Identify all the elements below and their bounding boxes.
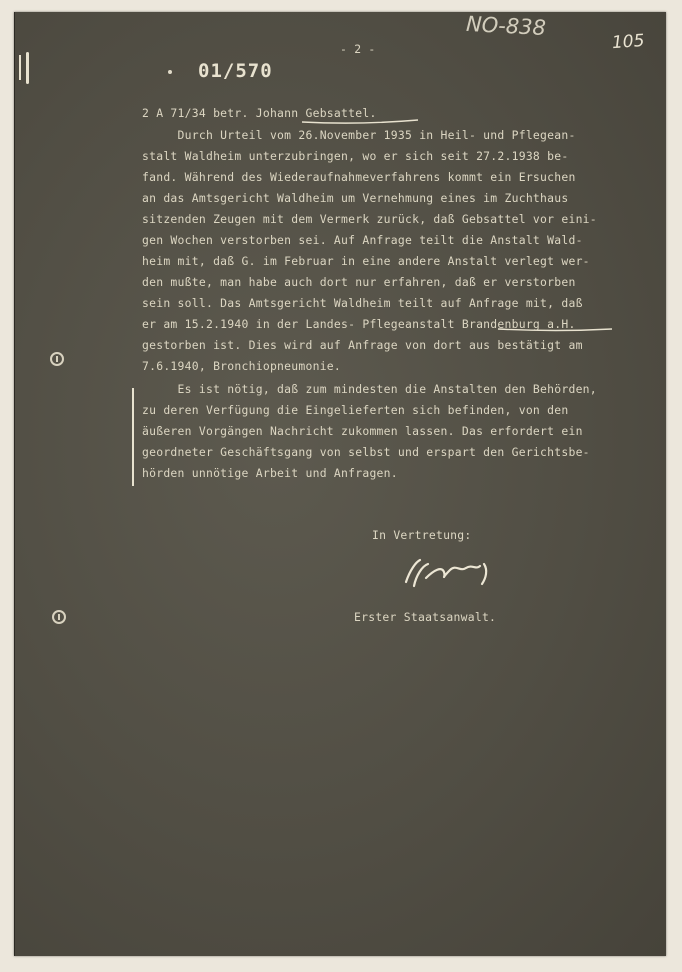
text-line: er am 15.2.1940 in der Landes- Pflegeanstalt Brandenburg a.H. <box>142 317 576 331</box>
text-line: hörden unnötige Arbeit und Anfragen. <box>142 466 398 480</box>
text-line: heim mit, daß G. im Februar in eine andere Anstalt verlegt wer- <box>142 254 590 268</box>
margin-sidebar-line <box>132 388 134 486</box>
text-line: gestorben ist. Dies wird auf Anfrage von dort aus bestätigt am <box>142 338 583 352</box>
underline-mark <box>300 118 420 126</box>
margin-mark <box>26 52 29 84</box>
text-line: zu deren Verfügung die Eingelieferten sich befinden, von den <box>142 403 569 417</box>
punch-hole <box>50 352 64 366</box>
handwritten-signature <box>400 556 496 594</box>
folio-number: 105 <box>611 30 646 54</box>
text-line: Es ist nötig, daß zum mindesten die Anstalten den Behörden, <box>142 382 597 396</box>
representation-label: In Vertretung: <box>372 528 472 542</box>
margin-mark-secondary <box>19 55 21 80</box>
text-line: sitzenden Zeugen mit dem Vermerk zurück, daß Gebsattel vor eini- <box>142 212 597 226</box>
text-line: stalt Waldheim unterzubringen, wo er sich seit 27.2.1938 be- <box>142 149 569 163</box>
text-line: den mußte, man habe auch dort nur erfahren, daß er verstorben <box>142 275 576 289</box>
signatory-title: Erster Staatsanwalt. <box>354 610 497 624</box>
punch-hole <box>52 610 66 624</box>
page-number: - 2 - <box>340 42 376 56</box>
document-number: 01/570 <box>198 60 273 82</box>
text-line: 2 A 71/34 betr. Johann Gebsattel. <box>142 106 377 120</box>
underline-mark <box>496 326 616 334</box>
text-line: gen Wochen verstorben sei. Auf Anfrage teilt die Anstalt Wald- <box>142 233 583 247</box>
text-line: Durch Urteil vom 26.November 1935 in Heil- und Pflegean- <box>142 128 576 142</box>
text-line: fand. Während des Wiederaufnahmeverfahrens kommt ein Ersuchen <box>142 170 576 184</box>
page-edge <box>14 12 15 956</box>
text-line: 7.6.1940, Bronchiopneumonie. <box>142 359 342 373</box>
text-line: geordneter Geschäftsgang von selbst und erspart den Gerichtsbe- <box>142 445 590 459</box>
archive-number: NO-838 <box>465 11 547 41</box>
text-line: an das Amtsgericht Waldheim um Vernehmung eines im Zuchthaus <box>142 191 569 205</box>
bullet-dot <box>168 70 172 74</box>
text-line: äußeren Vorgängen Nachricht zukommen lassen. Das erfordert ein <box>142 424 583 438</box>
text-line: sein soll. Das Amtsgericht Waldheim teilt auf Anfrage mit, daß <box>142 296 583 310</box>
